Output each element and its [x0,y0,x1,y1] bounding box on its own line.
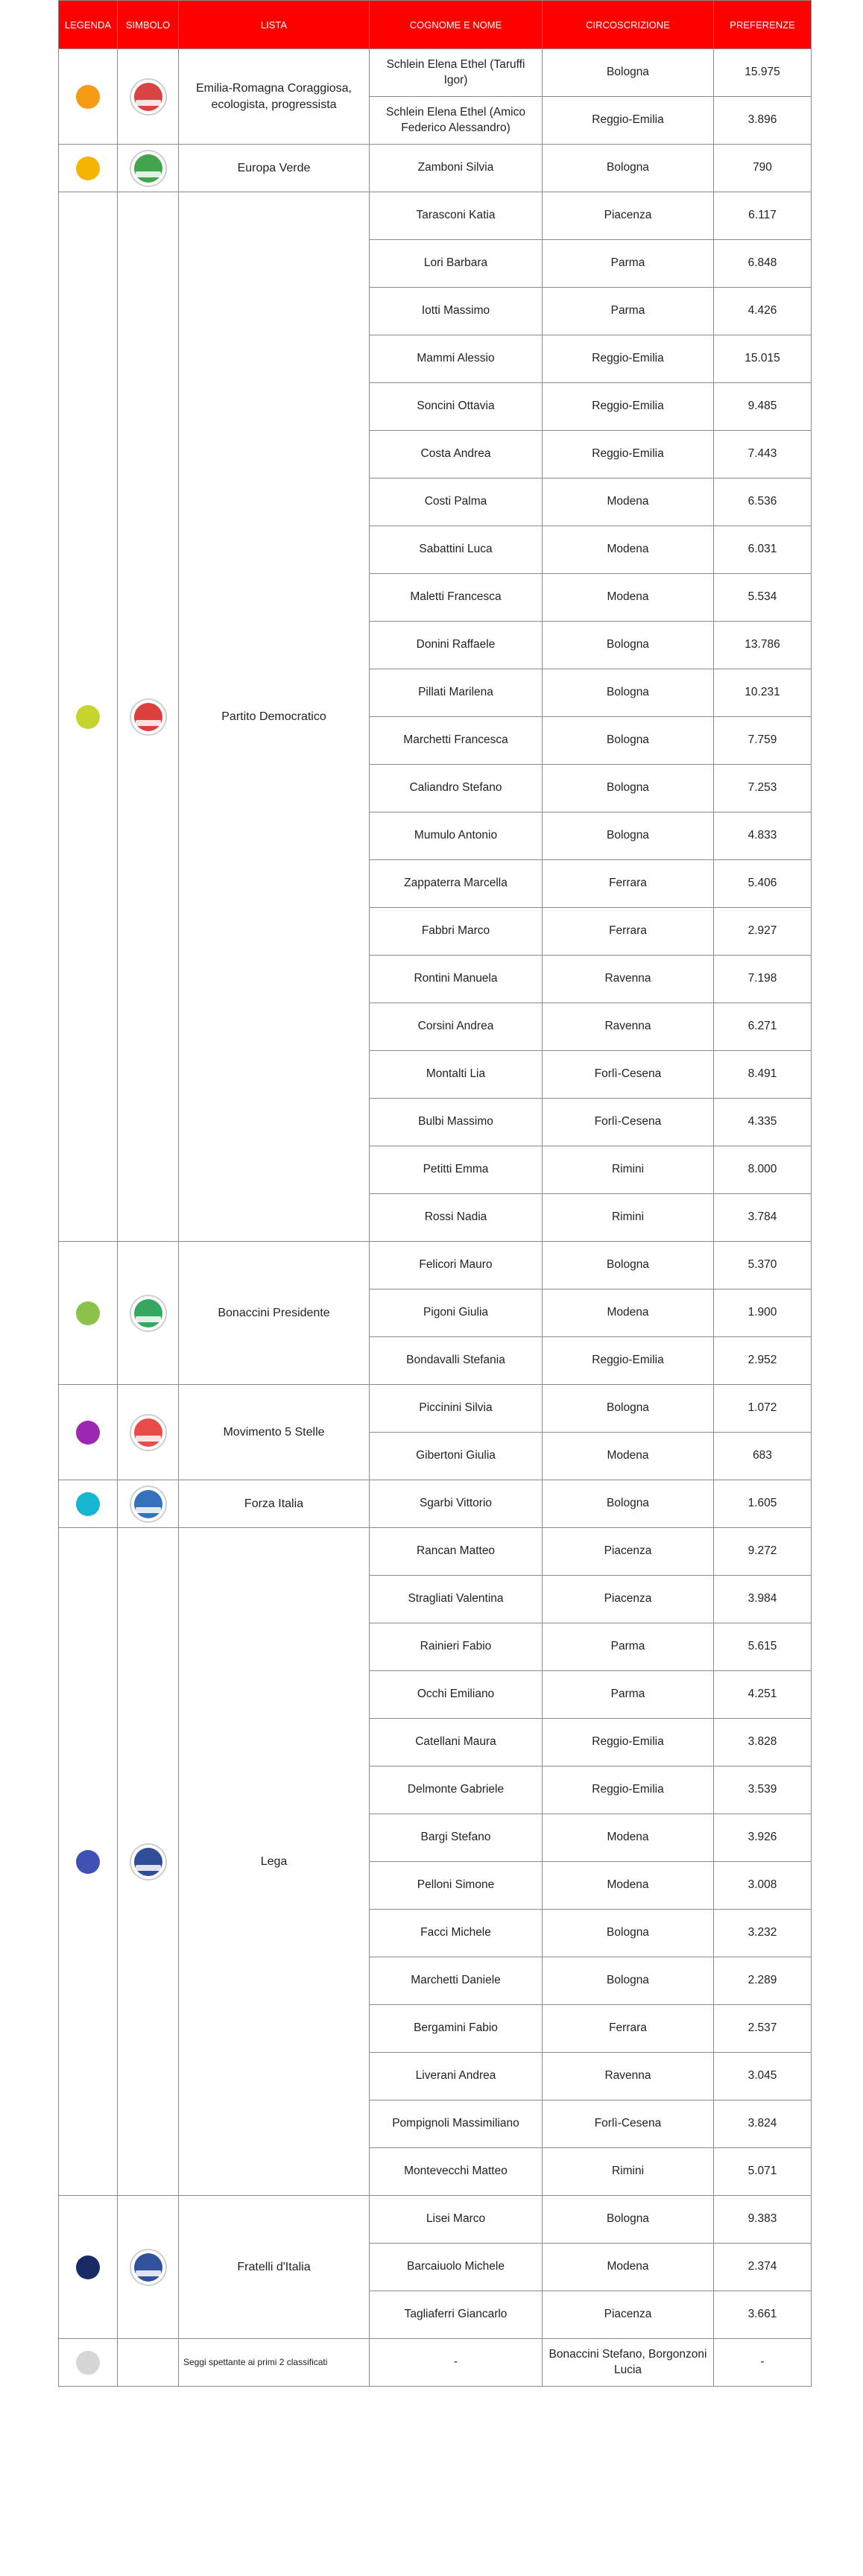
symbol-cell [118,1480,179,1528]
preferences: 3.045 [714,2053,812,2100]
candidate-name: Tagliaferri Giancarlo [370,2291,543,2339]
preferences: 2.289 [714,1957,812,2005]
list-name: Forza Italia [179,1480,370,1528]
district: Bologna [543,49,714,97]
preferences: 4.426 [714,288,812,335]
preferences: 7.253 [714,765,812,812]
legend-cell [59,145,118,192]
district: Forlì-Cesena [543,2100,714,2148]
district: Forlì-Cesena [543,1099,714,1146]
district: Piacenza [543,1576,714,1623]
candidate-name: - [370,2339,543,2387]
preferences: 6.117 [714,192,812,240]
list-name: Bonaccini Presidente [179,1242,370,1385]
candidate-name: Facci Michele [370,1910,543,1957]
preferences: 7.759 [714,717,812,765]
district: Piacenza [543,192,714,240]
legend-cell [59,1242,118,1385]
legend-cell [59,1480,118,1528]
legend-cell [59,192,118,1242]
district: Bologna [543,1242,714,1289]
table-row [59,1385,812,1433]
candidate-name: Mumulo Antonio [370,812,543,860]
district: Reggio-Emilia [543,1719,714,1767]
legend-dot [76,2351,100,2375]
preferences: 2.374 [714,2244,812,2291]
header-row [59,1,812,49]
preferences: 4.335 [714,1099,812,1146]
candidate-name: Bargi Stefano [370,1814,543,1862]
candidate-name: Schlein Elena Ethel (Taruffi Igor) [370,49,543,97]
candidate-name: Piccinini Silvia [370,1385,543,1433]
district: Ravenna [543,1003,714,1051]
preferences: 3.008 [714,1862,812,1910]
legend-dot [76,705,100,729]
preferences: 3.661 [714,2291,812,2339]
header-name: COGNOME E NOME [370,1,543,49]
district: Parma [543,1671,714,1719]
legend-dot [76,85,100,109]
district: Parma [543,1623,714,1671]
candidate-name: Corsini Andrea [370,1003,543,1051]
preferences: 15.975 [714,49,812,97]
preferences: 3.896 [714,97,812,145]
candidate-name: Soncini Ottavia [370,383,543,431]
candidate-name: Iotti Massimo [370,288,543,335]
preferences: 9.485 [714,383,812,431]
preferences: 790 [714,145,812,192]
preferences: 9.272 [714,1528,812,1576]
candidate-name: Liverani Andrea [370,2053,543,2100]
district: Modena [543,574,714,622]
candidate-name: Zamboni Silvia [370,145,543,192]
list-name: Lega [179,1528,370,2196]
candidate-name: Costa Andrea [370,431,543,479]
preferences: 6.848 [714,240,812,288]
preferences: 2.952 [714,1337,812,1385]
header-district: CIRCOSCRIZIONE [543,1,714,49]
er-coraggiosa-logo-icon [129,78,168,116]
preferences: 7.443 [714,431,812,479]
district: Bologna [543,765,714,812]
list-name: Movimento 5 Stelle [179,1385,370,1480]
candidate-name: Tarasconi Katia [370,192,543,240]
preferences: 13.786 [714,622,812,669]
table-row [59,49,812,97]
candidate-name: Rossi Nadia [370,1194,543,1242]
candidate-name: Gibertoni Giulia [370,1433,543,1480]
candidate-name: Rancan Matteo [370,1528,543,1576]
list-name: Fratelli d'Italia [179,2196,370,2339]
preferences: 3.232 [714,1910,812,1957]
district: Modena [543,2244,714,2291]
preferences: 3.926 [714,1814,812,1862]
legend-cell [59,2196,118,2339]
table-row [59,1528,812,1576]
district: Ferrara [543,2005,714,2053]
symbol-cell [118,2196,179,2339]
district: Forlì-Cesena [543,1051,714,1099]
candidate-name: Donini Raffaele [370,622,543,669]
preferences: - [714,2339,812,2387]
table-row [59,192,812,240]
preferences: 1.900 [714,1289,812,1337]
symbol-cell [118,1528,179,2196]
district: Bologna [543,2196,714,2244]
preferences: 5.406 [714,860,812,908]
europa-verde-logo-icon [129,149,168,188]
candidate-name: Fabbri Marco [370,908,543,956]
district: Bonaccini Stefano, Borgonzoni Lucia [543,2339,714,2387]
district: Rimini [543,1194,714,1242]
district: Modena [543,479,714,526]
legend-dot [76,2255,100,2279]
candidate-name: Costi Palma [370,479,543,526]
district: Reggio-Emilia [543,1767,714,1814]
candidate-name: Montalti Lia [370,1051,543,1099]
pd-logo-icon [129,698,168,736]
list-name: Seggi spettante ai primi 2 classificati [179,2339,370,2387]
district: Bologna [543,1480,714,1528]
candidate-name: Pigoni Giulia [370,1289,543,1337]
candidate-name: Barcaiuolo Michele [370,2244,543,2291]
list-name: Partito Democratico [179,192,370,1242]
district: Rimini [543,1146,714,1194]
candidate-name: Occhi Emiliano [370,1671,543,1719]
district: Bologna [543,717,714,765]
district: Parma [543,240,714,288]
preferences: 5.370 [714,1242,812,1289]
preferences: 9.383 [714,2196,812,2244]
symbol-cell [118,192,179,1242]
district: Bologna [543,145,714,192]
district: Modena [543,1433,714,1480]
legend-cell [59,1385,118,1480]
preferences: 10.231 [714,669,812,717]
candidate-name: Marchetti Francesca [370,717,543,765]
candidate-name: Mammi Alessio [370,335,543,383]
legend-dot [76,157,100,180]
district: Reggio-Emilia [543,1337,714,1385]
preferences: 5.071 [714,2148,812,2196]
list-name: Europa Verde [179,145,370,192]
preferences: 5.534 [714,574,812,622]
table-row [59,2196,812,2244]
preferences: 3.828 [714,1719,812,1767]
preferences: 15.015 [714,335,812,383]
symbol-cell [118,1242,179,1385]
district: Reggio-Emilia [543,431,714,479]
preferences: 2.537 [714,2005,812,2053]
candidate-name: Montevecchi Matteo [370,2148,543,2196]
candidates-table [58,0,812,2387]
district: Modena [543,1862,714,1910]
candidate-name: Marchetti Daniele [370,1957,543,2005]
legend-dot [76,1492,100,1516]
preferences: 3.784 [714,1194,812,1242]
candidate-name: Caliandro Stefano [370,765,543,812]
preferences: 7.198 [714,956,812,1003]
candidate-name: Stragliati Valentina [370,1576,543,1623]
candidate-name: Bondavalli Stefania [370,1337,543,1385]
district: Reggio-Emilia [543,97,714,145]
district: Rimini [543,2148,714,2196]
candidate-name: Pompignoli Massimiliano [370,2100,543,2148]
candidate-name: Pillati Marilena [370,669,543,717]
header-list: LISTA [179,1,370,49]
table-row [59,1480,812,1528]
legend-dot [76,1301,100,1325]
district: Bologna [543,1385,714,1433]
district: Bologna [543,669,714,717]
header-preferences: PREFERENZE [714,1,812,49]
district: Reggio-Emilia [543,383,714,431]
candidate-name: Lisei Marco [370,2196,543,2244]
fratelli-ditalia-logo-icon [129,2248,168,2287]
symbol-cell [118,2339,179,2387]
preferences: 1.072 [714,1385,812,1433]
preferences: 4.251 [714,1671,812,1719]
table-row [59,1242,812,1289]
preferences: 8.491 [714,1051,812,1099]
forza-italia-logo-icon [129,1485,168,1524]
candidate-name: Sabattini Luca [370,526,543,574]
table-row [59,145,812,192]
candidate-name: Zappaterra Marcella [370,860,543,908]
movimento-5-stelle-logo-icon [129,1413,168,1452]
symbol-cell [118,145,179,192]
preferences: 3.539 [714,1767,812,1814]
preferences: 683 [714,1433,812,1480]
preferences: 6.031 [714,526,812,574]
preferences: 3.984 [714,1576,812,1623]
symbol-cell [118,49,179,145]
candidate-name: Bulbi Massimo [370,1099,543,1146]
preferences: 1.605 [714,1480,812,1528]
candidate-name: Petitti Emma [370,1146,543,1194]
preferences: 4.833 [714,812,812,860]
preferences: 8.000 [714,1146,812,1194]
district: Ferrara [543,908,714,956]
candidate-name: Maletti Francesca [370,574,543,622]
header-legend: LEGENDA [59,1,118,49]
candidate-name: Schlein Elena Ethel (Amico Federico Alessandro) [370,97,543,145]
candidate-name: Pelloni Simone [370,1862,543,1910]
preferences: 5.615 [714,1623,812,1671]
district: Ferrara [543,860,714,908]
district: Piacenza [543,2291,714,2339]
district: Bologna [543,622,714,669]
candidate-name: Sgarbi Vittorio [370,1480,543,1528]
district: Modena [543,526,714,574]
legend-dot [76,1850,100,1874]
legend-dot [76,1421,100,1445]
symbol-cell [118,1385,179,1480]
candidate-name: Lori Barbara [370,240,543,288]
preferences: 2.927 [714,908,812,956]
legend-cell [59,1528,118,2196]
candidate-name: Rontini Manuela [370,956,543,1003]
preferences: 6.271 [714,1003,812,1051]
district: Parma [543,288,714,335]
preferences: 6.536 [714,479,812,526]
legend-cell [59,49,118,145]
candidate-name: Felicori Mauro [370,1242,543,1289]
district: Modena [543,1289,714,1337]
legend-cell [59,2339,118,2387]
district: Bologna [543,1957,714,2005]
district: Bologna [543,1910,714,1957]
district: Modena [543,1814,714,1862]
district: Bologna [543,812,714,860]
table-row [59,2339,812,2387]
lega-logo-icon [129,1843,168,1881]
candidate-name: Rainieri Fabio [370,1623,543,1671]
bonaccini-presidente-logo-icon [129,1294,168,1333]
preferences: 3.824 [714,2100,812,2148]
district: Piacenza [543,1528,714,1576]
candidate-name: Bergamini Fabio [370,2005,543,2053]
list-name: Emilia-Romagna Coraggiosa, ecologista, progressista [179,49,370,145]
candidate-name: Delmonte Gabriele [370,1767,543,1814]
district: Ravenna [543,956,714,1003]
candidate-name: Catellani Maura [370,1719,543,1767]
district: Ravenna [543,2053,714,2100]
header-symbol: SIMBOLO [118,1,179,49]
district: Reggio-Emilia [543,335,714,383]
